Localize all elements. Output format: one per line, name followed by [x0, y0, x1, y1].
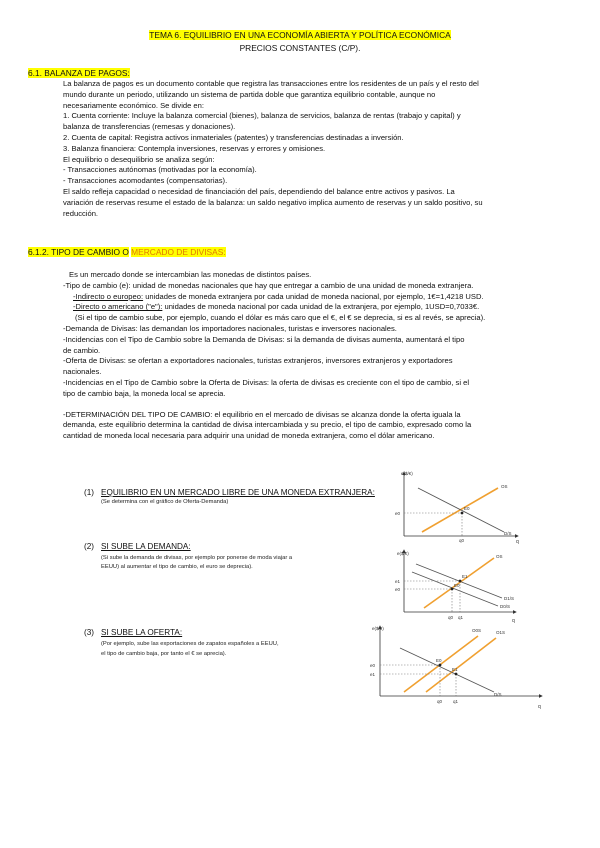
e0-point-label: E0 [436, 658, 442, 663]
divisas-line-3: de cambio. [63, 345, 101, 355]
tc-line: -Tipo de cambio (e): unidad de monedas nacionales que hay que entregar a cambio de una unidad de moneda extranjera. [63, 280, 474, 290]
balanza-line-11: El saldo refleja capacidad o necesidad de financiación del país, dependiendo del balance entre activos y pasivos. La [63, 186, 455, 196]
balanza-line-1: La balanza de pagos es un documento contable que registra las transacciones entre los residentes de un país y el resto del [63, 79, 479, 88]
direct-line: -Directo o americano ("e"): unidades de moneda nacional por cada unidad de la extranjera, por ejemplo, 1USD=0,7033€. [73, 302, 480, 312]
x-axis-label: q [516, 539, 519, 544]
divisas-line-1: -Demanda de Divisas: las demandan los importadores nacionales, turistas e inversores nacionales. [63, 323, 397, 333]
case-note-2a: (Si sube la demanda de divisas, por ejemplo por ponerse de moda viajar a [101, 555, 293, 561]
x-axis-label: q [512, 618, 515, 624]
x-axis-label: q [538, 704, 541, 710]
e1-label: e1 [370, 672, 376, 677]
supply-label: OS [496, 554, 503, 559]
case-note-3b: el tipo de cambio baja, por tanto el € se aprecia). [101, 651, 227, 657]
case-title-2: SI SUBE LA DEMANDA: [101, 542, 191, 551]
y-axis-label: e($/€) [397, 551, 409, 556]
equilibrium-e0-point [439, 664, 442, 667]
balanza-line-3: necesariamente económico. Se divide en: [63, 100, 204, 110]
case-number-3: (3) [84, 628, 95, 637]
supply-o0-curve [404, 636, 478, 692]
divisas-line-7: tipo de cambio baja, la moneda local se aprecia. [63, 388, 226, 398]
q1-label: q1 [458, 615, 464, 620]
case-note-2b: EEUU) al aumentar el tipo de cambio, el euro se deprecia). [101, 564, 253, 570]
balanza-line-13: reducción. [63, 208, 99, 218]
equilibrium-e1-point [459, 580, 462, 583]
tipo-cambio-body [63, 270, 593, 442]
q0-label: q0 [459, 538, 465, 543]
e0-point-label: E0 [454, 583, 460, 588]
balanza-line-5: balanza de transferencias (remesas y donaciones). [63, 122, 236, 132]
demand-curve [400, 648, 494, 692]
divisas-line-5: nacionales. [63, 367, 102, 377]
case-number-2: (2) [84, 542, 95, 551]
y-axis-label: e($/€) [372, 626, 384, 631]
section-heading-tipo-cambio: 6.1.2. TIPO DE CAMBIO O MERCADO DE DIVISAS: [28, 247, 226, 257]
balanza-line-9: - Transacciones autónomas (motivadas por la economía). [63, 165, 257, 175]
e1-point-label: E1 [462, 574, 468, 579]
section-heading-balanza: 6.1. BALANZA DE PAGOS: [28, 68, 130, 78]
determinacion-line-2: demanda, este equilibrio determina la cantidad de divisa intercambiada y su precio, el tipo de cambio, expresado como la [63, 420, 472, 430]
balanza-line-10: - Transacciones acomodantes (compensatorias). [63, 176, 228, 186]
e0-label: e0 [370, 663, 376, 668]
demand-label: D/S [494, 692, 502, 697]
case-note-3a: (Por ejemplo, sube las exportaciones de zapatos españoles a EEUU, [101, 641, 279, 647]
balanza-line-7: 3. Balanza financiera: Contempla inversiones, reservas y errores y omisiones. [63, 143, 326, 153]
balanza-line-4: 1. Cuenta corriente: Incluye la balanza comercial (bienes), balanza de servicios, balanza de rentas (trabajo y capital) y [63, 111, 461, 121]
q1-label: q1 [453, 699, 459, 704]
supply-label: OS [501, 484, 508, 489]
equilibrium-label: E0 [464, 506, 470, 511]
graph-equilibrio [380, 466, 525, 544]
divisas-line-6: -Incidencias en el Tipo de Cambio sobre la Oferta de Divisas: la oferta de divisas es creciente con el tipo de cambio, si el [63, 377, 470, 387]
balanza-line-12: variación de reservas resume el estado de la balanza: un saldo negativo implica aumento de reservas y un saldo positivo, su [63, 197, 483, 207]
y-axis-label: e($/€) [401, 471, 413, 476]
divisas-lines [63, 324, 593, 400]
supply-o0-label: O0S [472, 628, 482, 633]
divisas-line-2: -Incidencias con el Tipo de Cambio sobre la Demanda de Divisas: si la demanda de divisas aumenta, aumentará el tipo [63, 334, 465, 344]
demand-label: D/S [504, 531, 512, 536]
demand-d1-label: D1/S [504, 596, 515, 601]
e1-point-label: E1 [452, 667, 458, 672]
e0-label: e0 [395, 511, 401, 516]
page-title: TEMA 6. EQUILIBRIO EN UNA ECONOMÍA ABIERTA Y POLÍTICA ECONÓMICA [149, 30, 451, 40]
demand-d0-label: D0/S [500, 604, 511, 609]
balanza-line-8: El equilibrio o desequilibrio se analiza según: [63, 154, 215, 164]
equilibrium-point [461, 512, 464, 515]
equilibrium-e0-point [451, 588, 454, 591]
supply-o1-label: O1S [496, 630, 506, 635]
case-note-1: (Se determina con el gráfico de Oferta-Demanda) [101, 499, 229, 505]
divisas-line-4: -Oferta de Divisas: se ofertan a exportadores nacionales, turistas extranjeros, inversores extranjeros y exportadores [63, 356, 453, 366]
case-title-3: SI SUBE LA OFERTA: [101, 628, 183, 637]
equilibrium-e1-point [455, 673, 458, 676]
determinacion-lines [63, 410, 593, 442]
determinacion-line-3: cantidad de moneda local necesaria para adquirir una unidad de moneda extranjera, como el dólar americano. [63, 431, 435, 441]
case-number-1: (1) [84, 488, 95, 497]
demand-d0-curve [412, 572, 498, 606]
direct-note: (Si el tipo de cambio sube, por ejemplo, cuando el dólar es más caro que el €, el € se deprecia, si es al revés, se aprecia). [75, 313, 486, 323]
q0-label: q0 [448, 615, 454, 620]
graph-sube-oferta [360, 620, 550, 712]
graph-sube-demanda [380, 546, 525, 626]
balanza-line-6: 2. Cuenta de capital: Registra activos inmateriales (patentes) y transferencias destinadas a inversión. [63, 132, 404, 142]
q0-label: q0 [437, 699, 443, 704]
page-subtitle: PRECIOS CONSTANTES (C/P). [239, 43, 361, 53]
case-title-1: EQUILIBRIO EN UN MERCADO LIBRE DE UNA MONEDA EXTRANJERA: [101, 488, 375, 497]
demand-curve [418, 488, 504, 532]
balanza-line-2: mundo durante un periodo, utilizando un sistema de partida doble que garantiza equilibrio contable, aunque no [63, 89, 436, 99]
indirect-line: -Indirecto o europeo: unidades de moneda extranjera por cada unidad de moneda nacional, por ejemplo, 1€=1,4218 USD. [73, 291, 484, 301]
determinacion-line-1: -DETERMINACIÓN DEL TIPO DE CAMBIO: el equilibrio en el mercado de divisas se alcanza donde la oferta iguala la [63, 409, 461, 419]
title-line [0, 30, 600, 40]
e1-label: e1 [395, 579, 401, 584]
intro-line: Es un mercado donde se intercambian las monedas de distintos países. [69, 270, 312, 279]
balanza-paragraph [63, 79, 583, 219]
e0-label: e0 [395, 587, 401, 592]
supply-curve [422, 488, 498, 532]
